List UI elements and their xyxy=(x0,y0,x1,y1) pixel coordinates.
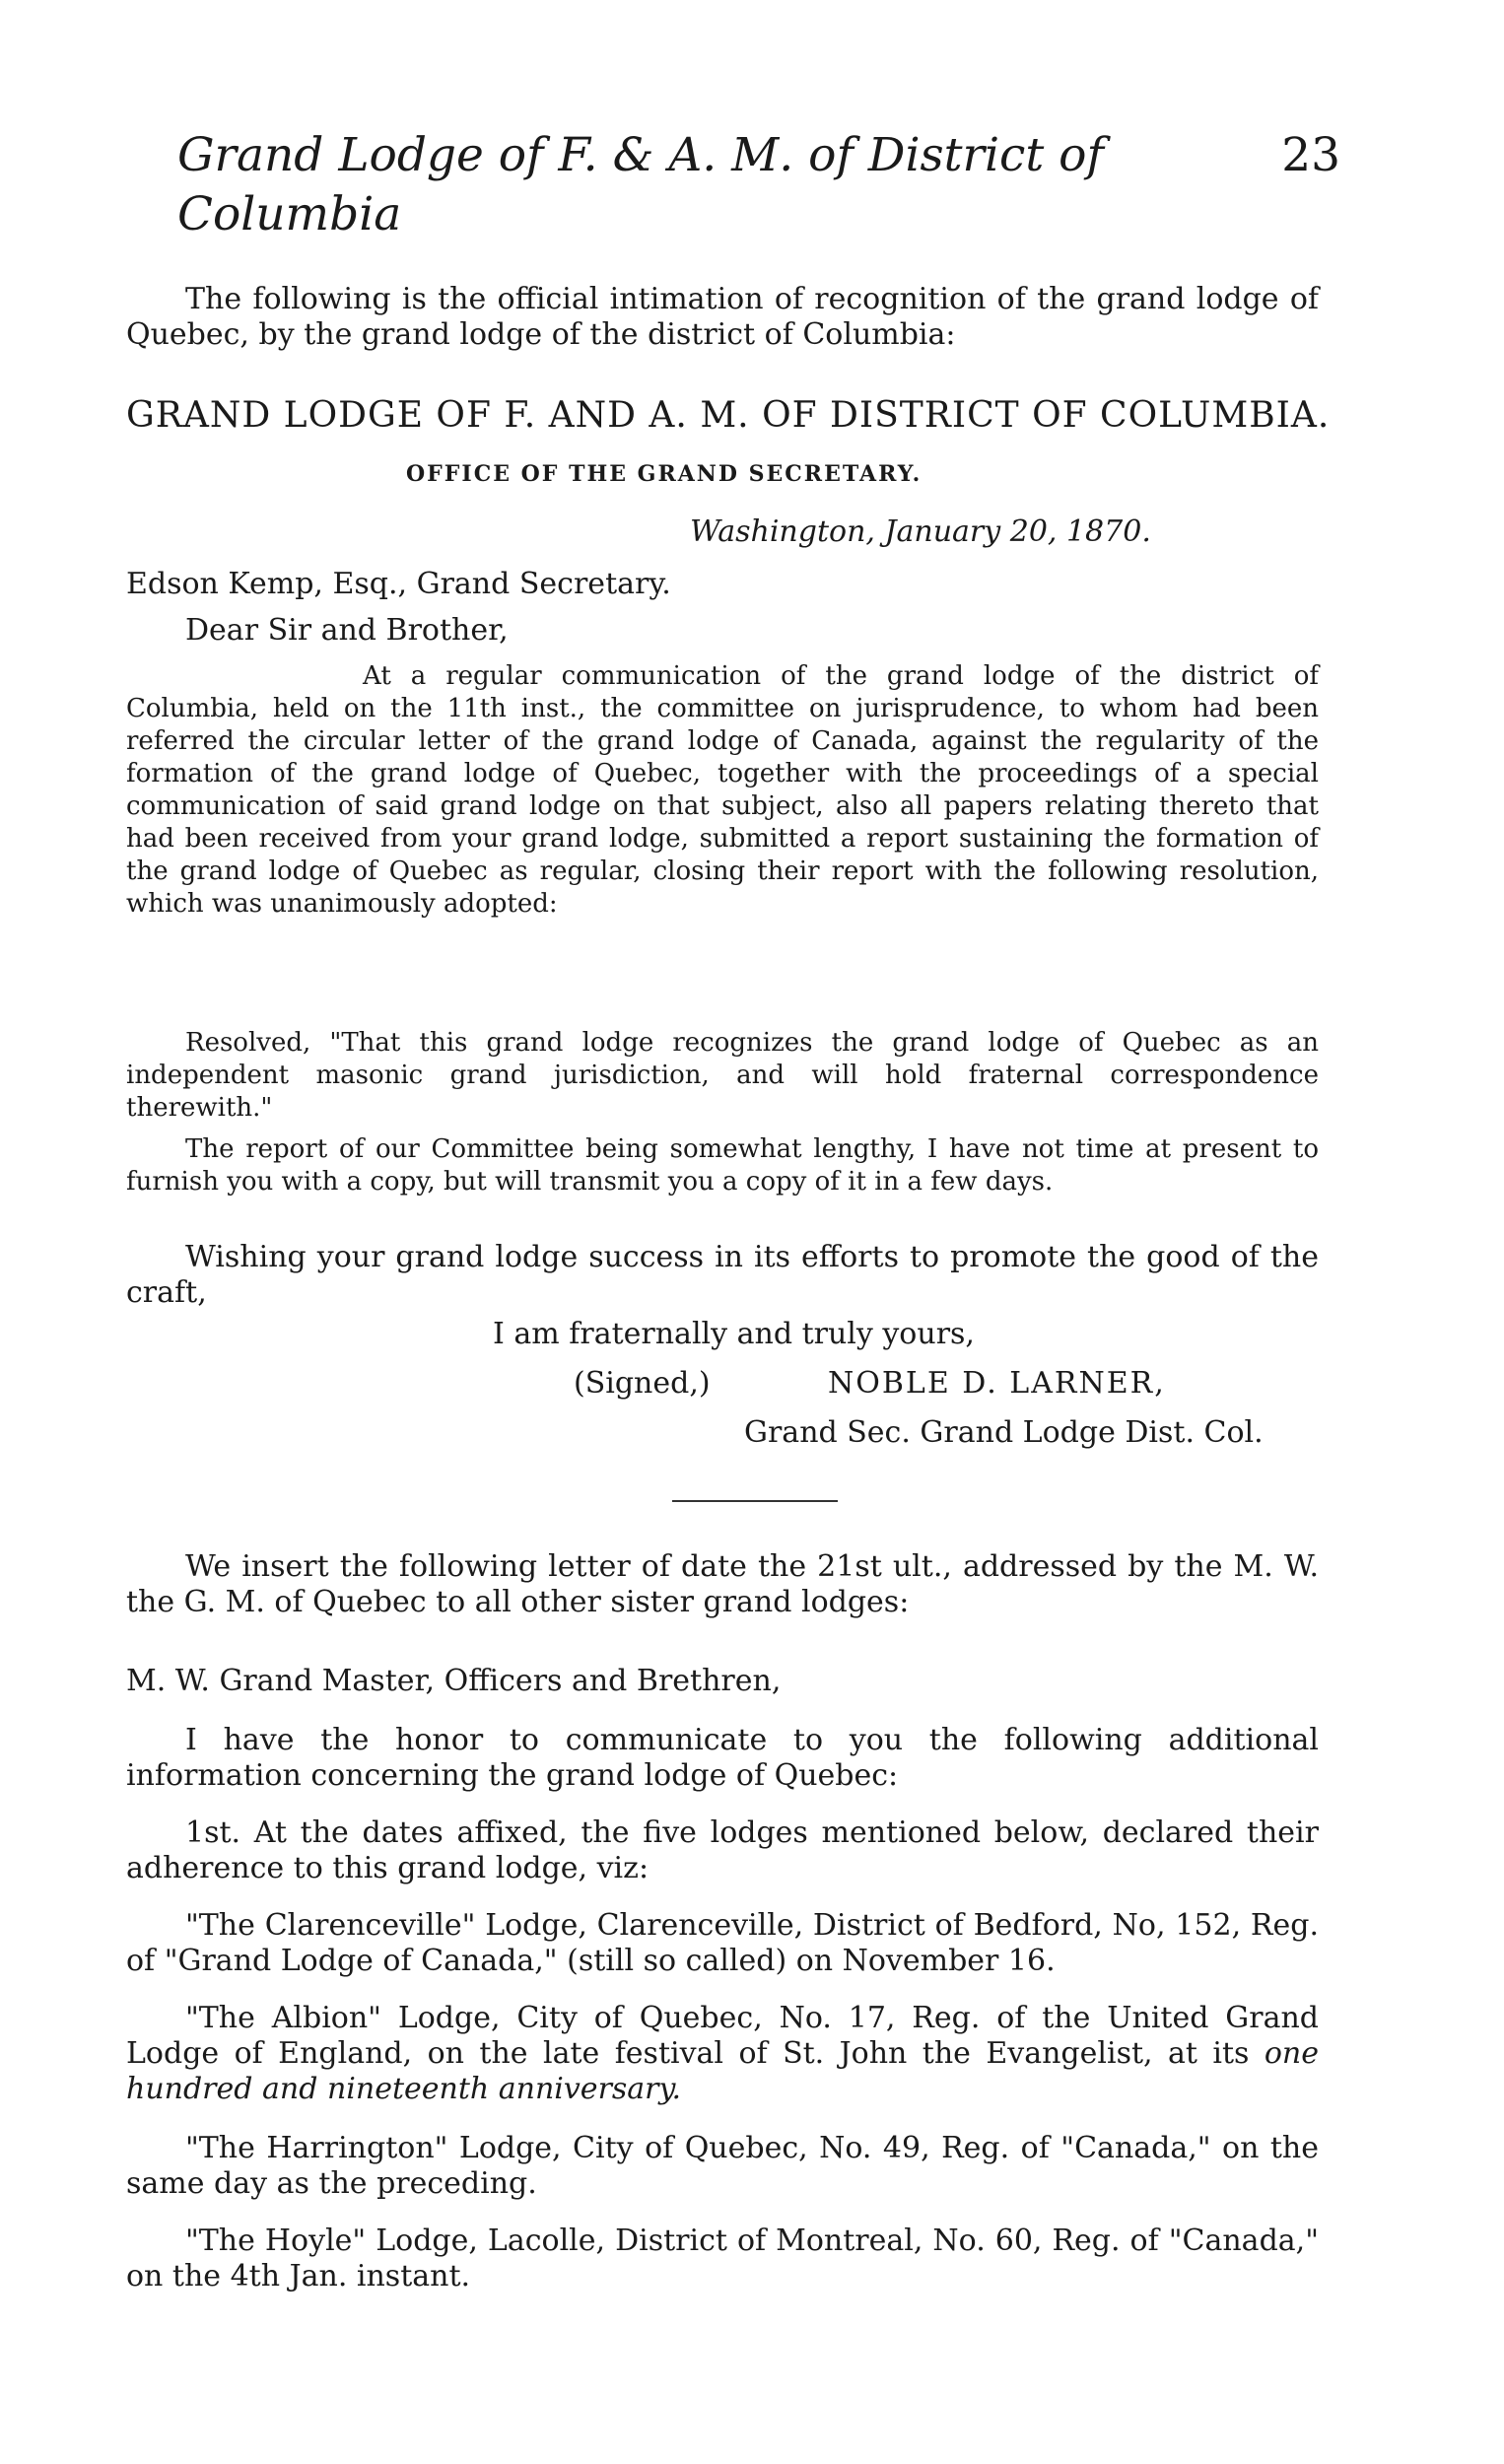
honor-paragraph: I have the honor to communicate to you the following additional information concerning the grand lodge of Quebec: xyxy=(126,1723,1319,1793)
clarenceville-lodge-entry: "The Clarenceville" Lodge, Clarenceville, District of Bedford, No, 152, Reg. of "Grand Lodge of Canada," (still so called) on November 16. xyxy=(126,1908,1319,1978)
letter-body-paragraph: At a regular communication of the grand lodge of the district of Columbia, held on the 11th inst., the committee on jurisprudence, to whom had been referred the circular letter of the grand lodge of Canada, against the regularity of the formation of the grand lodge of Quebec, together with the proceedings of a special communication of said grand lodge on that subject, also all papers relating thereto that had been received from your grand lodge, submitted a report sustaining the formation of the grand lodge of Quebec as regular, closing their report with the following resolution, which was unanimously adopted: xyxy=(126,661,1319,919)
section-salutation: M. W. Grand Master, Officers and Brethren, xyxy=(126,1664,782,1698)
albion-lodge-entry xyxy=(126,2001,1319,2107)
anniversary-italic: one hundred and nineteenth anniversary. xyxy=(126,2036,1319,2106)
wishing-paragraph: Wishing your grand lodge success in its efforts to promote the good of the craft, xyxy=(126,1240,1319,1310)
signed-label: (Signed,) xyxy=(574,1366,711,1401)
hoyle-lodge-entry: "The Hoyle" Lodge, Lacolle, District of Montreal, No. 60, Reg. of "Canada," on the 4th Jan. instant. xyxy=(126,2224,1319,2293)
resolution-paragraph: Resolved, "That this grand lodge recognizes the grand lodge of Quebec as an independent masonic grand jurisdiction, and will hold fraternal correspondence therewith." xyxy=(126,1028,1319,1123)
addressee: Edson Kemp, Esq., Grand Secretary. xyxy=(126,567,671,601)
report-paragraph: The report of our Committee being somewhat lengthy, I have not time at present to furnish you with a copy, but will transmit you a copy of it in a few days. xyxy=(126,1134,1319,1197)
intro-paragraph: The following is the official intimation of recognition of the grand lodge of Quebec, by the grand lodge of the district of Columbia: xyxy=(126,282,1319,352)
albion-lodge-text: "The Albion" Lodge, City of Quebec, No. 17, Reg. of the United Grand Lodge of England, on the late festival of St. John the Evangelist, at its xyxy=(126,2001,1319,2071)
signer-name: NOBLE D. LARNER, xyxy=(828,1366,1166,1401)
closing-line: I am fraternally and truly yours, xyxy=(493,1317,975,1351)
running-header xyxy=(177,126,1340,241)
section-divider xyxy=(672,1500,838,1502)
running-title: Grand Lodge of F. & A. M. of District of Columbia xyxy=(177,128,1104,241)
salutation: Dear Sir and Brother, xyxy=(185,613,509,648)
signature-row xyxy=(0,1366,1504,1402)
office-line: OFFICE OF THE GRAND SECRETARY. xyxy=(406,461,923,487)
page-number: 23 xyxy=(1281,128,1340,182)
section-intro: We insert the following letter of date the 21st ult., addressed by the M. W. the G. M. of Quebec to all other sister grand lodges: xyxy=(126,1549,1319,1619)
first-item-paragraph: 1st. At the dates affixed, the five lodges mentioned below, declared their adherence to this grand lodge, viz: xyxy=(126,1815,1319,1885)
letter-heading: GRAND LODGE OF F. AND A. M. OF DISTRICT OF COLUMBIA. xyxy=(126,395,1331,436)
dateline: Washington, January 20, 1870. xyxy=(690,514,1151,549)
signer-title: Grand Sec. Grand Lodge Dist. Col. xyxy=(744,1415,1264,1450)
harrington-lodge-entry: "The Harrington" Lodge, City of Quebec, No. 49, Reg. of "Canada," on the same day as the preceding. xyxy=(126,2131,1319,2201)
